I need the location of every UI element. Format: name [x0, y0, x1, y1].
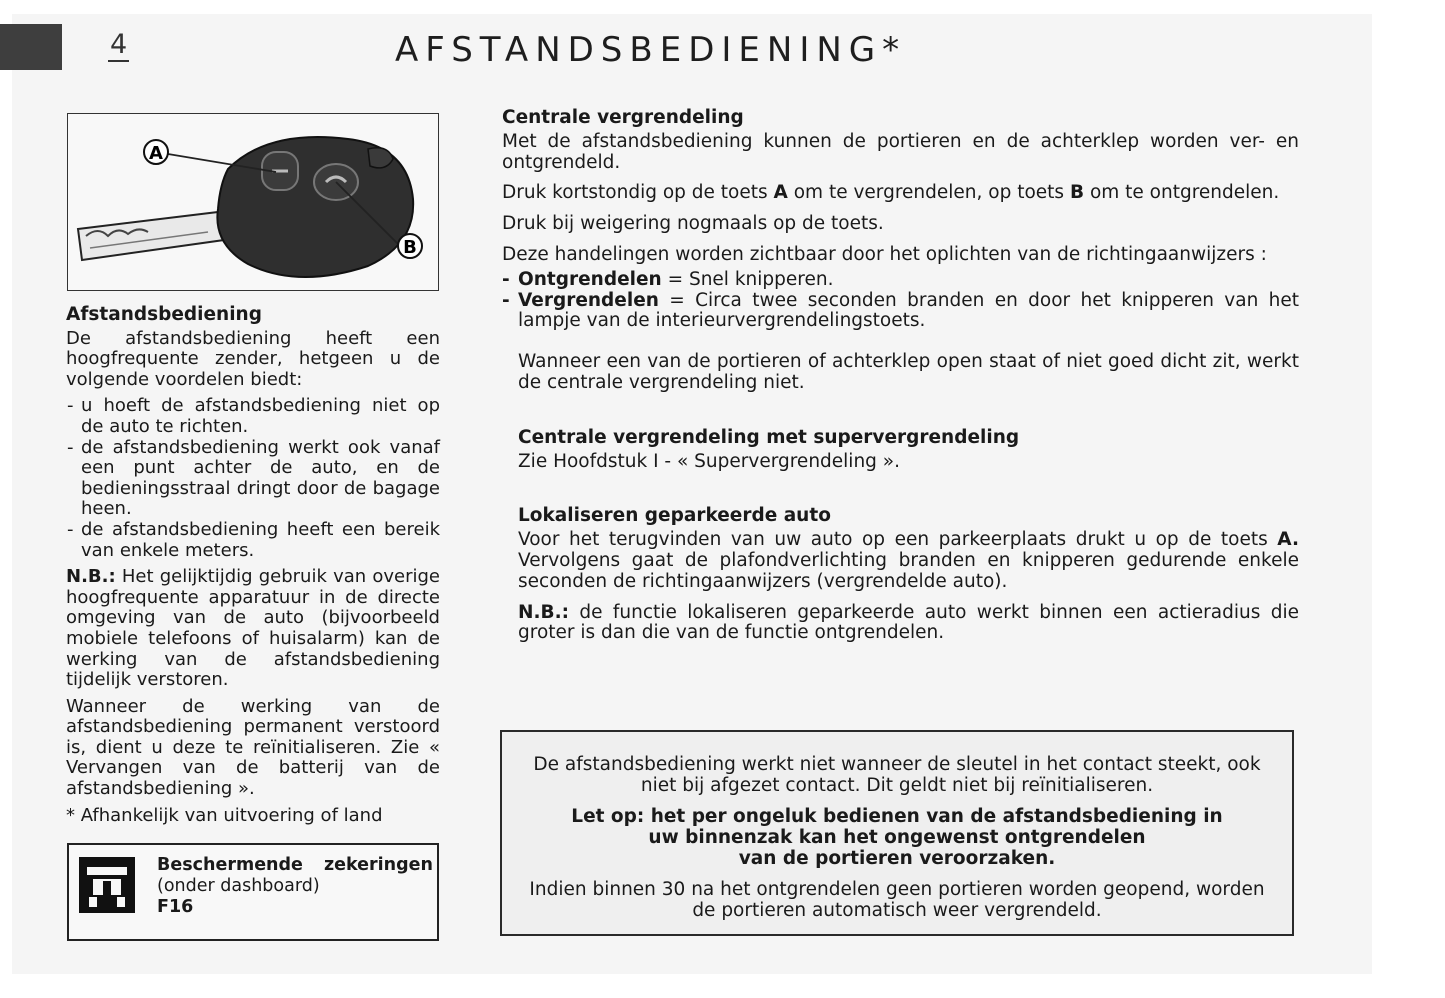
reinit-text: Wanneer de werking van de afstandsbediening permanent verstoord is, dient u deze te reïnitialiseren. Zie « Vervangen van de batterij van de afstandsbediening ». — [66, 695, 440, 800]
list-item: - de afstandsbediening heeft een bereik van enkele meters. — [66, 520, 440, 561]
key-b-ref: B — [1069, 182, 1085, 204]
list-item-lock: - Vergrendelen = Circa twee seconden branden en door het knipperen van het lampje van de interieurvergrendelingstoets. — [502, 289, 1299, 332]
warning-text-2: Indien binnen 30 na het ontgrendelen geen portieren worden geopend, worden de portieren automatisch weer vergrendeld. — [529, 879, 1265, 921]
advantages-list — [66, 396, 440, 561]
warning-bold-text: Let op: het per ongeluk bedienen van de afstandsbediening in uw binnenzak kan het ongewenst ontgrendelen van de portieren veroorzaken. — [571, 806, 1223, 869]
footnote: * Afhankelijk van uitvoering of land — [66, 804, 383, 826]
left-column — [66, 305, 440, 832]
warning-text-1: De afstandsbediening werkt niet wanneer de sleutel in het contact steekt, ook niet bij afgezet contact. Dit geldt niet bij reïnitialiseren. — [533, 754, 1261, 796]
fuse-location: (onder dashboard) — [157, 876, 320, 896]
section-heading-remote: Afstandsbediening — [66, 304, 262, 325]
super-reference: Zie Hoofdstuk I - « Supervergrendeling ». — [518, 450, 900, 472]
callout-a-label: A — [149, 143, 163, 164]
nb-text: Het gelijktijdig gebruik van overige hoogfrequente apparatuur in de directe omgeving van de auto (bijvoorbeeld mobiele telefoons of huisalarm) kan de werking van de afstandsbediening tijdelijk verstoren. — [66, 566, 440, 691]
list-item-unlock: - Ontgrendelen = Snel knipperen. — [502, 268, 834, 290]
chapter-tab-marker — [0, 24, 62, 70]
locate-note: N.B.: de functie lokaliseren geparkeerde auto werkt binnen een actieradius die groter is dan die van de functie ontgrendelen. — [518, 601, 1299, 644]
section-heading-central: Centrale vergrendeling — [502, 107, 744, 128]
locate-text: Voor het terugvinden van uw auto op een parkeerplaats drukt u op de toets A. Vervolgens gaat de plafondverlichting branden en knipperen gedurende enkele seconden de richtingaanwijzers (vergrendelde auto). — [518, 529, 1299, 592]
warning-box — [500, 730, 1294, 936]
central-indicators: Deze handelingen worden zichtbaar door het oplichten van de richtingaanwijzers : — [502, 243, 1267, 265]
section-heading-super: Centrale vergrendeling met supervergrendeling — [518, 426, 1020, 448]
right-column — [502, 108, 1299, 654]
remote-intro-text: De afstandsbediening heeft een hoogfrequente zender, hetgeen u de volgende voordelen biedt: — [66, 327, 440, 390]
key-a-ref: A — [773, 182, 788, 204]
central-press-keys: Druk kortstondig op de toets A om te vergrendelen, op toets B om te ontgrendelen. — [502, 182, 1280, 204]
key-fob-drawing — [68, 114, 438, 290]
page-title: AFSTANDSBEDIENING* — [395, 30, 907, 70]
list-item: - u hoeft de afstandsbediening niet op de auto te richten. — [66, 396, 440, 437]
nb-label: N.B.: — [66, 566, 116, 588]
fuse-title-word: zekeringen — [323, 855, 433, 875]
fuse-icon — [79, 857, 135, 913]
section-heading-locate: Lokaliseren geparkeerde auto — [518, 505, 831, 527]
page-number: 4 — [110, 29, 128, 60]
central-door-open-note: Wanneer een van de portieren of achterklep open staat of niet goed dicht zit, werkt de centrale vergrendeling niet. — [518, 351, 1299, 393]
interference-note — [66, 567, 440, 691]
central-intro: Met de afstandsbediening kunnen de portieren en de achterklep worden ver- en ontgrendeld. — [502, 130, 1299, 173]
fuse-title-word: Beschermende — [157, 855, 303, 875]
central-retry: Druk bij weigering nogmaals op de toets. — [502, 213, 884, 235]
list-item: - de afstandsbediening werkt ook vanaf een punt achter de auto, en de bedieningsstraal dringt door de bagage heen. — [66, 438, 440, 520]
fuse-title — [157, 855, 433, 876]
fuse-code: F16 — [157, 897, 194, 917]
fuse-info-box — [67, 843, 439, 941]
callout-b-label: B — [403, 237, 417, 258]
fuse-text — [157, 855, 433, 918]
remote-key-illustration — [67, 113, 439, 291]
